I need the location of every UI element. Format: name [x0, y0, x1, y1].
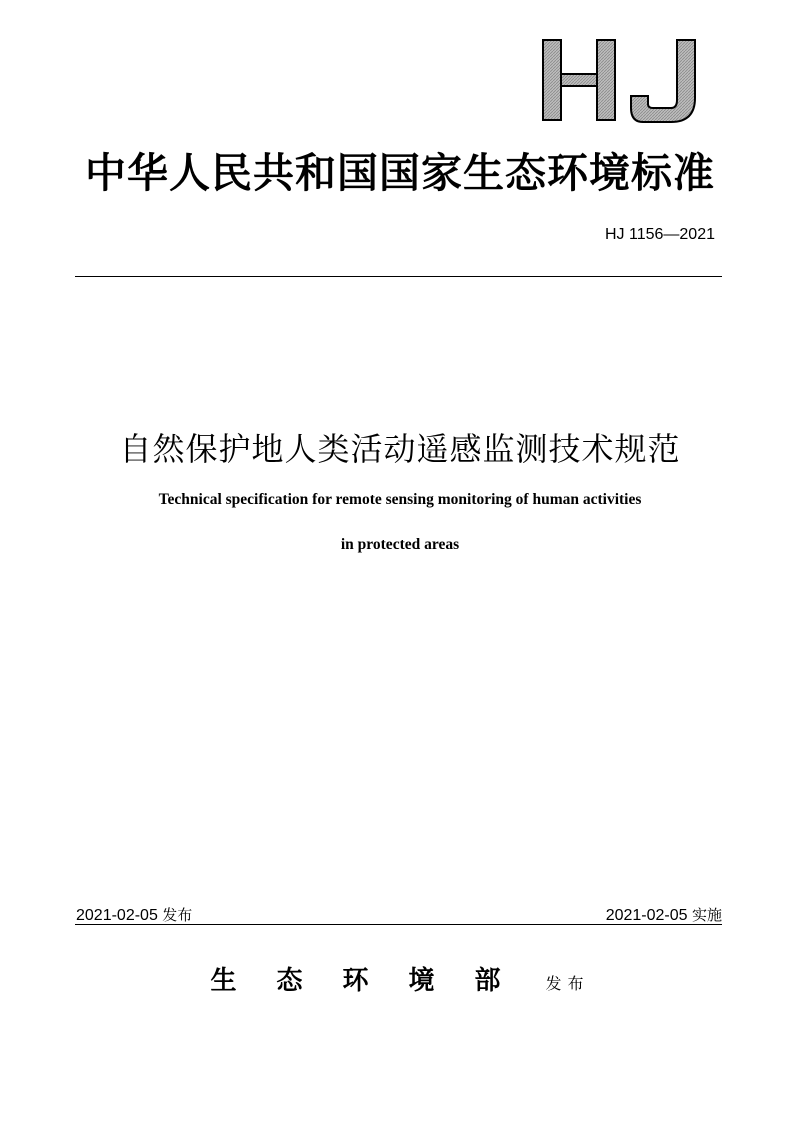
issue-date-label: 发布 [162, 906, 193, 924]
issuer-line [0, 960, 800, 997]
title-chinese: 自然保护地人类活动遥感监测技术规范 [119, 430, 681, 468]
issuer-suffix: 发布 [545, 974, 590, 993]
implement-date-value: 2021-02-05 [605, 907, 688, 924]
issue-date-value: 2021-02-05 [76, 907, 158, 924]
implement-date-label: 实施 [691, 906, 722, 924]
top-divider [75, 276, 722, 277]
logo-letter-h [543, 40, 615, 120]
logo-letter-j [631, 40, 695, 122]
standard-type-heading: 中华人民共和国国家生态环境标准 [85, 149, 715, 197]
implement-date [606, 904, 722, 925]
issue-date [76, 904, 192, 925]
issuer-name: 生态环境部 [210, 966, 541, 996]
bottom-divider [75, 924, 722, 925]
standard-number: HJ 1156—2021 [605, 226, 715, 243]
title-english-line2: in protected areas [340, 536, 460, 553]
title-english-line1: Technical specification for remote sensing monitoring of human activities [158, 491, 642, 508]
hj-logo [535, 36, 705, 124]
